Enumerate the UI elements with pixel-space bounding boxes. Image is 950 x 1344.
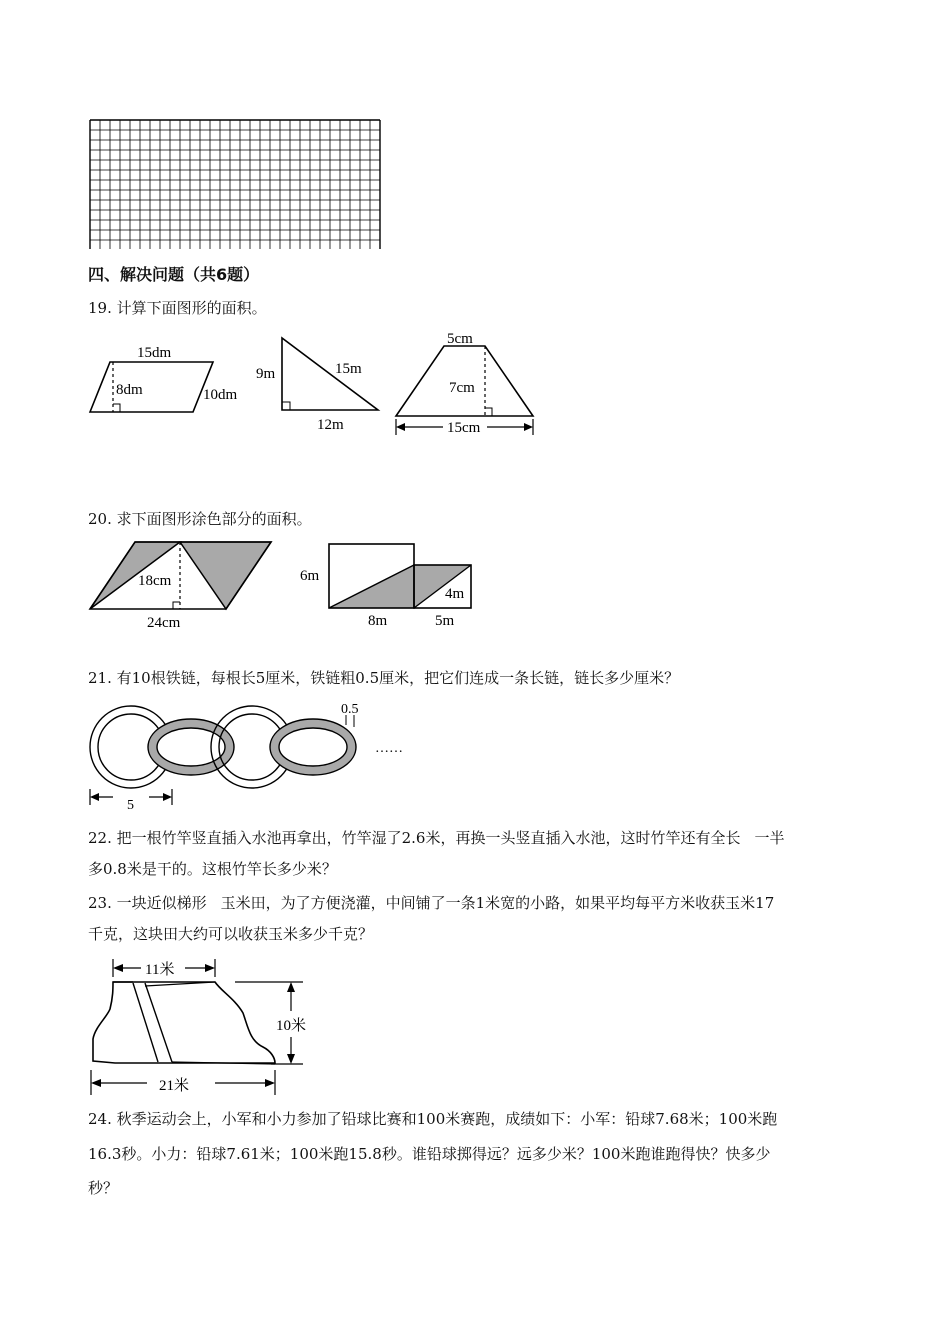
label-7cm: 7cm bbox=[449, 380, 475, 396]
label-5m: 5m bbox=[435, 613, 455, 629]
label-11m: 11米 bbox=[145, 962, 175, 978]
label-10dm: 10dm bbox=[203, 387, 238, 403]
field-outline bbox=[93, 982, 275, 1063]
question-24-line1: 24. 秋季运动会上，小军和小力参加了铅球比赛和100米赛跑，成绩如下：小军：铅球7.68米；100米跑 bbox=[88, 1110, 778, 1128]
question-22-line1: 22. 把一根竹竿竖直插入水池再拿出，竹竿湿了2.6米，再换一头竖直插入水池，这时竹竿还有全长 一半 bbox=[88, 829, 785, 847]
label-9m: 9m bbox=[256, 366, 276, 382]
figure-19-shapes bbox=[85, 328, 545, 440]
question-21: 21. 有10根铁链，每根长5厘米，铁链粗0.5厘米，把它们连成一条长链，链长多少厘米？ bbox=[88, 669, 680, 687]
question-19: 19. 计算下面图形的面积。 bbox=[88, 299, 267, 317]
ellipsis: …… bbox=[375, 741, 403, 756]
question-23-line1: 23. 一块近似梯形 玉米田，为了方便浇灌，中间铺了一条1米宽的小路，如果平均每平方米收获玉米17 bbox=[88, 894, 775, 912]
label-8dm: 8dm bbox=[116, 382, 143, 398]
label-10m: 10米 bbox=[276, 1018, 307, 1034]
section-heading: 四、解决问题（共6题） bbox=[88, 265, 260, 284]
label-15dm: 15dm bbox=[137, 345, 172, 361]
label-21m: 21米 bbox=[159, 1078, 190, 1094]
question-24-line3: 秒？ bbox=[88, 1179, 119, 1197]
figure-23-field bbox=[85, 955, 325, 1100]
question-24-line2: 16.3秒。小力：铅球7.61米；100米跑15.8秒。谁铅球掷得远？远多少米？100米跑谁跑得快？快多少 bbox=[88, 1145, 771, 1163]
label-15cm: 15cm bbox=[447, 420, 481, 436]
label-5cm: 5cm bbox=[447, 331, 473, 347]
label-8m: 8m bbox=[368, 613, 388, 629]
label-length: 5 bbox=[127, 798, 134, 812]
label-6m: 6m bbox=[300, 568, 320, 584]
label-18cm: 18cm bbox=[138, 573, 172, 589]
label-24cm: 24cm bbox=[147, 615, 181, 631]
parallelogram bbox=[90, 362, 213, 412]
label-12m: 12m bbox=[317, 417, 344, 433]
question-23-line2: 千克，这块田大约可以收获玉米多少千克？ bbox=[88, 925, 374, 943]
figure-21-chain bbox=[85, 697, 425, 812]
question-20: 20. 求下面图形涂色部分的面积。 bbox=[88, 510, 312, 528]
question-22-line2: 多0.8米是干的。这根竹竿长多少米？ bbox=[88, 860, 337, 878]
label-15m: 15m bbox=[335, 361, 362, 377]
square-grid bbox=[88, 118, 382, 249]
right-triangle bbox=[282, 338, 378, 410]
figure-20-shapes bbox=[85, 538, 485, 634]
label-4m: 4m bbox=[445, 586, 465, 602]
label-thickness: 0.5 bbox=[341, 702, 359, 717]
